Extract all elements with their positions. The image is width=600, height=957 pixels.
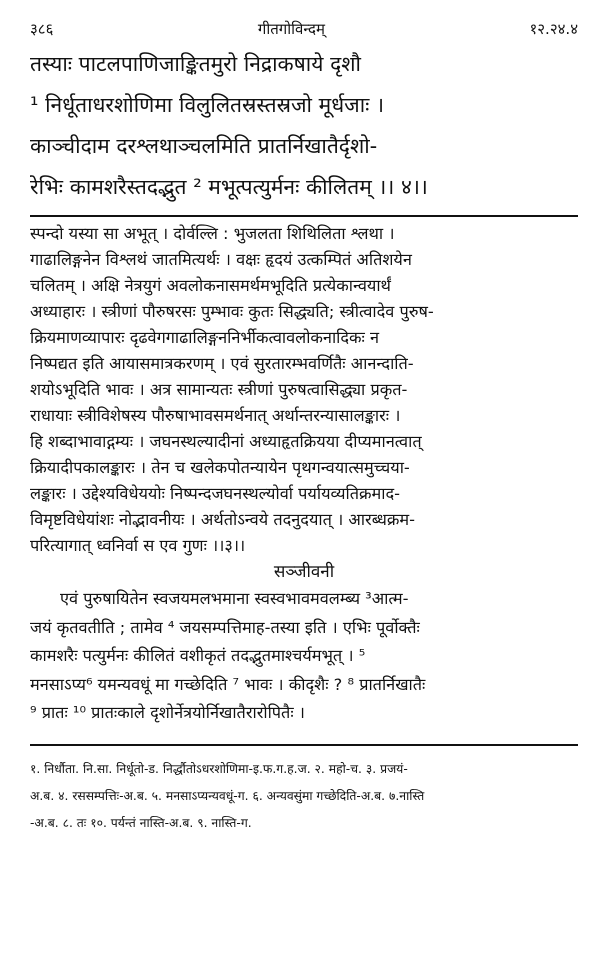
sanjivani-block: [30, 585, 578, 728]
commentary-line: राधायाः स्त्रीविशेषस्य पौरुषाभावसमर्थनात् अर्थान्तरन्यासालङ्कारः ।: [30, 406, 401, 425]
commentary-line: लङ्कारः । उद्देश्यविधेययोः निष्पन्दजघनस्थल्योर्वा पर्यायव्यतिक्रमाद-: [30, 484, 400, 503]
verse-block: [30, 44, 578, 208]
commentary-line: स्पन्दो यस्या सा अभूत् । दोर्वल्लि : भुजलता शिथिलिता श्लथा ।: [30, 224, 395, 243]
commentary-line: चलितम् । अक्षि नेत्रयुगं अवलोकनासमर्थमभूदिति प्रत्येकान्वयार्थं: [30, 276, 391, 295]
verse-line: काञ्चीदाम दरश्लथाञ्चलमिति प्रातर्निखातैर्दृशो-: [30, 134, 378, 158]
commentary-line: हि शब्दाभावाद्गम्यः । जघनस्थल्यादीनां अध्याहृतक्रियया दीप्यमानत्वात्: [30, 432, 422, 451]
sanjivani-line: कामशरैः पत्युर्मनः कीलितं वशीकृतं तदद्भुतमाश्चर्यमभूत् । ⁵: [30, 646, 366, 665]
verse-divider: [30, 215, 578, 217]
sanjivani-line: जयं कृतवतीति ; तामेव ⁴ जयसम्पत्तिमाह-तस्या इति । एभिः पूर्वोक्तैः: [30, 617, 420, 637]
section-heading-sanjivani: सञ्जीवनी: [273, 562, 335, 582]
page-number: ३८६: [30, 20, 54, 38]
verse-line: तस्याः पाटलपाणिजाङ्कितमुरो निद्राकषाये दृशौ: [30, 52, 361, 76]
verse-line: रेभिः कामशरैस्तदद्भुत ² मभूत्पत्युर्मनः कीलितम् ।। ४।।: [30, 175, 428, 199]
commentary-line: क्रियमाणव्यापारः दृढवेगगाढालिङ्गननिर्भीकत्वावलोकनादिकः न: [30, 328, 380, 347]
page-header: [30, 14, 578, 44]
sanjivani-line: एवं पुरुषायितेन स्वजयमलभमाना स्वस्वभावमवलम्ब्य ³आत्म-: [60, 589, 409, 608]
book-page: [30, 14, 578, 837]
verse-reference: १२.२४.४: [529, 20, 578, 38]
footnote-divider: [30, 744, 578, 746]
verse-line: ¹ निर्धूताधरशोणिमा विलुलितस्रस्तस्रजो मूर्धजाः ।: [30, 93, 385, 117]
commentary-line: विमृष्टविधेयांशः नोद्भावनीयः । अर्थतोऽन्वये तदनुदयात् । आरब्धक्रम-: [30, 510, 415, 529]
commentary-line: क्रियादीपकालङ्कारः । तेन च खलेकपोतन्यायेन पृथगन्वयात्समुच्चया-: [30, 458, 410, 477]
commentary-line: गाढालिङ्गनेन विश्लथं जातमित्यर्थः । वक्षः हृदयं उत्कम्पितं अतिशयेन: [30, 250, 412, 269]
commentary-line: शयोऽभूदिति भावः । अत्र सामान्यतः स्त्रीणां पुरुषत्वासिद्ध्या प्रकृत-: [30, 380, 408, 399]
sanjivani-line: मनसाऽप्य⁶ यमन्यवधूं मा गच्छेदिति ⁷ भावः । कीदृशैः ? ⁸ प्रातर्निखातैः: [30, 674, 426, 694]
commentary-block: [30, 221, 578, 559]
footnote-line: -अ.ब. ८. तः १०. पर्यन्तं नास्ति-अ.ब. ९. नास्ति-ग.: [30, 815, 252, 830]
footnote-line: अ.ब. ४. रससम्पत्तिः-अ.ब. ५. मनसाऽप्यन्यवधूं-ग. ६. अन्यवसुंमा गच्छेदिति-अ.ब. ७.नास्ति: [30, 788, 425, 803]
footnote-line: १. निर्धौता. नि.सा. निर्धूतो-ड. निर्द्धौतोऽधरशोणिमा-इ.फ.ग.ह.ज. २. महो-च. ३. प्रजयं-: [30, 761, 408, 776]
sanjivani-line: ⁹ प्रातः ¹⁰ प्रातःकाले दृशोर्नेत्रयोर्निखातैरारोपितैः ।: [30, 703, 305, 722]
commentary-line: परित्यागात् ध्वनिर्वा स एव गुणः ।।३।।: [30, 536, 246, 555]
footnotes-block: [30, 756, 578, 837]
commentary-line: निष्पद्यत इति आयासमात्रकरणम् । एवं सुरतारम्भवर्णितैः आनन्दाति-: [30, 354, 414, 373]
commentary-line: अध्याहारः । स्त्रीणां पौरुषरसः पुम्भावः कुतः सिद्ध्यति; स्त्रीत्वादेव पुरुष-: [30, 302, 434, 321]
running-title: गीतगोविन्दम्: [257, 20, 325, 38]
